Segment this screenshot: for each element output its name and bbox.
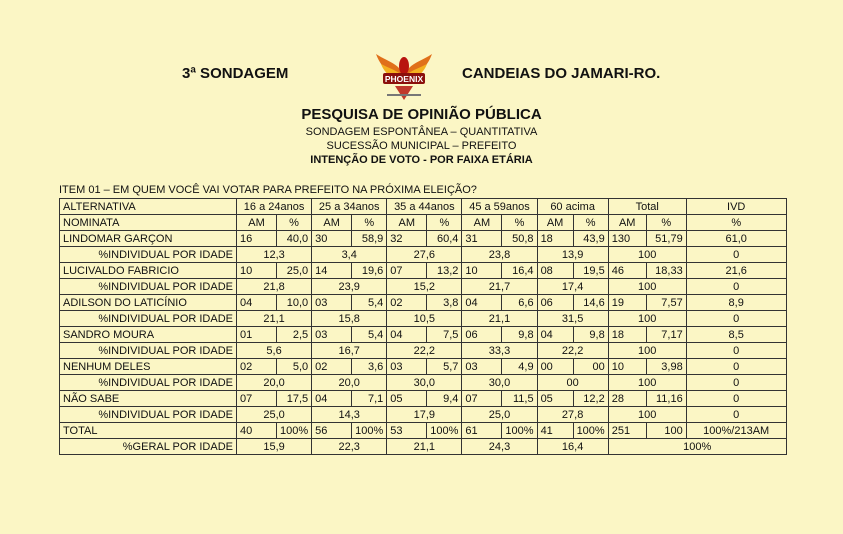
value-cell: 07 <box>387 263 427 279</box>
individual-cell: 17,4 <box>537 279 608 295</box>
value-cell: 21,6 <box>686 263 786 279</box>
column-subheader: AM <box>312 215 352 231</box>
value-cell: 02 <box>312 359 352 375</box>
individual-cell: 13,9 <box>537 247 608 263</box>
results-table <box>59 198 787 455</box>
value-cell: 02 <box>387 295 427 311</box>
value-cell: 18 <box>537 231 573 247</box>
individual-cell: 10,5 <box>387 311 462 327</box>
value-cell: 00 <box>537 359 573 375</box>
value-cell: 13,2 <box>427 263 462 279</box>
individual-cell: 0 <box>686 247 786 263</box>
individual-cell: 23,9 <box>312 279 387 295</box>
value-cell: 04 <box>312 391 352 407</box>
value-cell: 3,6 <box>352 359 387 375</box>
value-cell: 04 <box>462 295 502 311</box>
individual-label: %INDIVIDUAL POR IDADE <box>60 375 237 391</box>
individual-row <box>60 343 787 359</box>
individual-cell: 100 <box>608 311 686 327</box>
value-cell: 10 <box>608 359 646 375</box>
candidate-name: NÃO SABE <box>60 391 237 407</box>
geral-row <box>60 439 787 455</box>
value-cell: 07 <box>462 391 502 407</box>
value-cell: 30 <box>312 231 352 247</box>
value-cell: 6,6 <box>502 295 537 311</box>
value-cell: 10 <box>462 263 502 279</box>
column-header: 60 acima <box>537 199 608 215</box>
candidate-row <box>60 295 787 311</box>
total-cell: 100%/213AM <box>686 423 786 439</box>
total-cell: 61 <box>462 423 502 439</box>
value-cell: 60,4 <box>427 231 462 247</box>
column-header: 16 a 24anos <box>237 199 312 215</box>
logo-text: PHOENIX <box>384 74 424 84</box>
geral-cell: 15,9 <box>237 439 312 455</box>
value-cell: 04 <box>387 327 427 343</box>
total-cell: 53 <box>387 423 427 439</box>
individual-cell: 100 <box>608 375 686 391</box>
geral-cell: 22,3 <box>312 439 387 455</box>
total-cell: 251 <box>608 423 646 439</box>
value-cell: 10,0 <box>277 295 312 311</box>
column-subheader: % <box>427 215 462 231</box>
value-cell: 51,79 <box>646 231 686 247</box>
individual-cell: 30,0 <box>387 375 462 391</box>
value-cell: 25,0 <box>277 263 312 279</box>
subtitle-1: SONDAGEM ESPONTÂNEA – QUANTITATIVA <box>305 126 538 138</box>
individual-cell: 15,2 <box>387 279 462 295</box>
value-cell: 14 <box>312 263 352 279</box>
value-cell: 11,5 <box>502 391 537 407</box>
candidate-name: SANDRO MOURA <box>60 327 237 343</box>
individual-cell: 21,1 <box>462 311 537 327</box>
value-cell: 16 <box>237 231 277 247</box>
value-cell: 3,8 <box>427 295 462 311</box>
value-cell: 8,9 <box>686 295 786 311</box>
value-cell: 00 <box>573 359 608 375</box>
individual-cell: 0 <box>686 343 786 359</box>
value-cell: 18 <box>608 327 646 343</box>
individual-label: %INDIVIDUAL POR IDADE <box>60 343 237 359</box>
value-cell: 32 <box>387 231 427 247</box>
value-cell: 0 <box>686 359 786 375</box>
value-cell: 03 <box>312 327 352 343</box>
individual-row <box>60 375 787 391</box>
individual-cell: 100 <box>608 279 686 295</box>
individual-cell: 12,3 <box>237 247 312 263</box>
column-header: Total <box>608 199 686 215</box>
value-cell: 61,0 <box>686 231 786 247</box>
individual-cell: 100 <box>608 407 686 423</box>
value-cell: 03 <box>387 359 427 375</box>
value-cell: 4,9 <box>502 359 537 375</box>
candidate-row <box>60 327 787 343</box>
total-cell: 40 <box>237 423 277 439</box>
column-subheader: AM <box>387 215 427 231</box>
candidate-name: LINDOMAR GARÇON <box>60 231 237 247</box>
individual-cell: 00 <box>537 375 608 391</box>
value-cell: 50,8 <box>502 231 537 247</box>
individual-label: %INDIVIDUAL POR IDADE <box>60 279 237 295</box>
individual-cell: 0 <box>686 311 786 327</box>
column-header: IVD <box>686 199 786 215</box>
total-cell: 41 <box>537 423 573 439</box>
value-cell: 7,1 <box>352 391 387 407</box>
column-header: 25 a 34anos <box>312 199 387 215</box>
value-cell: 03 <box>462 359 502 375</box>
column-header: ALTERNATIVA <box>60 199 237 215</box>
value-cell: 06 <box>462 327 502 343</box>
column-subheader: AM <box>462 215 502 231</box>
column-subheader: % <box>352 215 387 231</box>
value-cell: 12,2 <box>573 391 608 407</box>
value-cell: 43,9 <box>573 231 608 247</box>
phoenix-logo <box>373 46 435 102</box>
individual-cell: 16,7 <box>312 343 387 359</box>
total-row <box>60 423 787 439</box>
individual-cell: 14,3 <box>312 407 387 423</box>
total-cell: 100% <box>502 423 537 439</box>
geral-label: %GERAL POR IDADE <box>60 439 237 455</box>
column-subheader: NOMINATA <box>60 215 237 231</box>
value-cell: 8,5 <box>686 327 786 343</box>
candidate-row <box>60 231 787 247</box>
individual-cell: 27,6 <box>387 247 462 263</box>
individual-cell: 27,8 <box>537 407 608 423</box>
question-text: ITEM 01 – EM QUEM VOCÊ VAI VOTAR PARA PREFEITO NA PRÓXIMA ELEIÇÃO? <box>59 184 477 196</box>
column-subheader: AM <box>537 215 573 231</box>
candidate-row <box>60 359 787 375</box>
individual-cell: 30,0 <box>462 375 537 391</box>
individual-cell: 100 <box>608 247 686 263</box>
individual-cell: 31,5 <box>537 311 608 327</box>
individual-label: %INDIVIDUAL POR IDADE <box>60 247 237 263</box>
value-cell: 9,8 <box>573 327 608 343</box>
value-cell: 08 <box>537 263 573 279</box>
value-cell: 9,4 <box>427 391 462 407</box>
value-cell: 5,0 <box>277 359 312 375</box>
geral-cell: 100% <box>608 439 786 455</box>
value-cell: 130 <box>608 231 646 247</box>
value-cell: 9,8 <box>502 327 537 343</box>
candidate-row <box>60 391 787 407</box>
value-cell: 01 <box>237 327 277 343</box>
individual-cell: 33,3 <box>462 343 537 359</box>
column-header: 35 a 44anos <box>387 199 462 215</box>
subtitle-2: SUCESSÃO MUNICIPAL – PREFEITO <box>326 140 517 152</box>
value-cell: 14,6 <box>573 295 608 311</box>
column-subheader: AM <box>608 215 646 231</box>
individual-cell: 23,8 <box>462 247 537 263</box>
value-cell: 2,5 <box>277 327 312 343</box>
individual-cell: 0 <box>686 375 786 391</box>
individual-cell: 17,9 <box>387 407 462 423</box>
column-header: 45 a 59anos <box>462 199 537 215</box>
individual-cell: 20,0 <box>237 375 312 391</box>
value-cell: 40,0 <box>277 231 312 247</box>
individual-cell: 100 <box>608 343 686 359</box>
individual-row <box>60 407 787 423</box>
column-subheader: % <box>502 215 537 231</box>
value-cell: 7,57 <box>646 295 686 311</box>
individual-cell: 20,0 <box>312 375 387 391</box>
total-cell: 100% <box>573 423 608 439</box>
value-cell: 05 <box>537 391 573 407</box>
value-cell: 7,5 <box>427 327 462 343</box>
individual-label: %INDIVIDUAL POR IDADE <box>60 407 237 423</box>
header-right-title: CANDEIAS DO JAMARI-RO. <box>462 65 661 82</box>
individual-cell: 22,2 <box>387 343 462 359</box>
value-cell: 05 <box>387 391 427 407</box>
candidate-name: ADILSON DO LATICÍNIO <box>60 295 237 311</box>
value-cell: 19,6 <box>352 263 387 279</box>
total-label: TOTAL <box>60 423 237 439</box>
candidate-name: NENHUM DELES <box>60 359 237 375</box>
individual-row <box>60 311 787 327</box>
individual-cell: 21,7 <box>462 279 537 295</box>
value-cell: 5,7 <box>427 359 462 375</box>
column-subheader: % <box>646 215 686 231</box>
value-cell: 3,98 <box>646 359 686 375</box>
total-cell: 100% <box>427 423 462 439</box>
total-cell: 56 <box>312 423 352 439</box>
value-cell: 02 <box>237 359 277 375</box>
individual-row <box>60 279 787 295</box>
header-left-title: 3ª SONDAGEM <box>182 65 289 82</box>
geral-cell: 24,3 <box>462 439 537 455</box>
table-group-header-row <box>60 199 787 215</box>
value-cell: 7,17 <box>646 327 686 343</box>
value-cell: 07 <box>237 391 277 407</box>
individual-cell: 22,2 <box>537 343 608 359</box>
individual-cell: 21,8 <box>237 279 312 295</box>
individual-cell: 25,0 <box>237 407 312 423</box>
individual-cell: 3,4 <box>312 247 387 263</box>
column-subheader: % <box>686 215 786 231</box>
candidate-row <box>60 263 787 279</box>
value-cell: 0 <box>686 391 786 407</box>
candidate-name: LUCIVALDO FABRICIO <box>60 263 237 279</box>
value-cell: 03 <box>312 295 352 311</box>
value-cell: 10 <box>237 263 277 279</box>
value-cell: 04 <box>537 327 573 343</box>
total-cell: 100% <box>277 423 312 439</box>
value-cell: 5,4 <box>352 295 387 311</box>
subtitle-3: INTENÇÃO DE VOTO - POR FAIXA ETÁRIA <box>310 154 533 166</box>
total-cell: 100 <box>646 423 686 439</box>
column-subheader: AM <box>237 215 277 231</box>
value-cell: 5,4 <box>352 327 387 343</box>
value-cell: 18,33 <box>646 263 686 279</box>
individual-cell: 0 <box>686 407 786 423</box>
individual-cell: 25,0 <box>462 407 537 423</box>
individual-cell: 0 <box>686 279 786 295</box>
individual-label: %INDIVIDUAL POR IDADE <box>60 311 237 327</box>
column-subheader: % <box>277 215 312 231</box>
column-subheader: % <box>573 215 608 231</box>
individual-row <box>60 247 787 263</box>
value-cell: 11,16 <box>646 391 686 407</box>
page-title: PESQUISA DE OPINIÃO PÚBLICA <box>301 106 542 123</box>
total-cell: 100% <box>352 423 387 439</box>
geral-cell: 21,1 <box>387 439 462 455</box>
value-cell: 46 <box>608 263 646 279</box>
individual-cell: 15,8 <box>312 311 387 327</box>
individual-cell: 5,6 <box>237 343 312 359</box>
geral-cell: 16,4 <box>537 439 608 455</box>
value-cell: 31 <box>462 231 502 247</box>
value-cell: 16,4 <box>502 263 537 279</box>
value-cell: 28 <box>608 391 646 407</box>
value-cell: 06 <box>537 295 573 311</box>
value-cell: 19 <box>608 295 646 311</box>
table-sub-header-row <box>60 215 787 231</box>
value-cell: 17,5 <box>277 391 312 407</box>
value-cell: 19,5 <box>573 263 608 279</box>
value-cell: 58,9 <box>352 231 387 247</box>
value-cell: 04 <box>237 295 277 311</box>
individual-cell: 21,1 <box>237 311 312 327</box>
